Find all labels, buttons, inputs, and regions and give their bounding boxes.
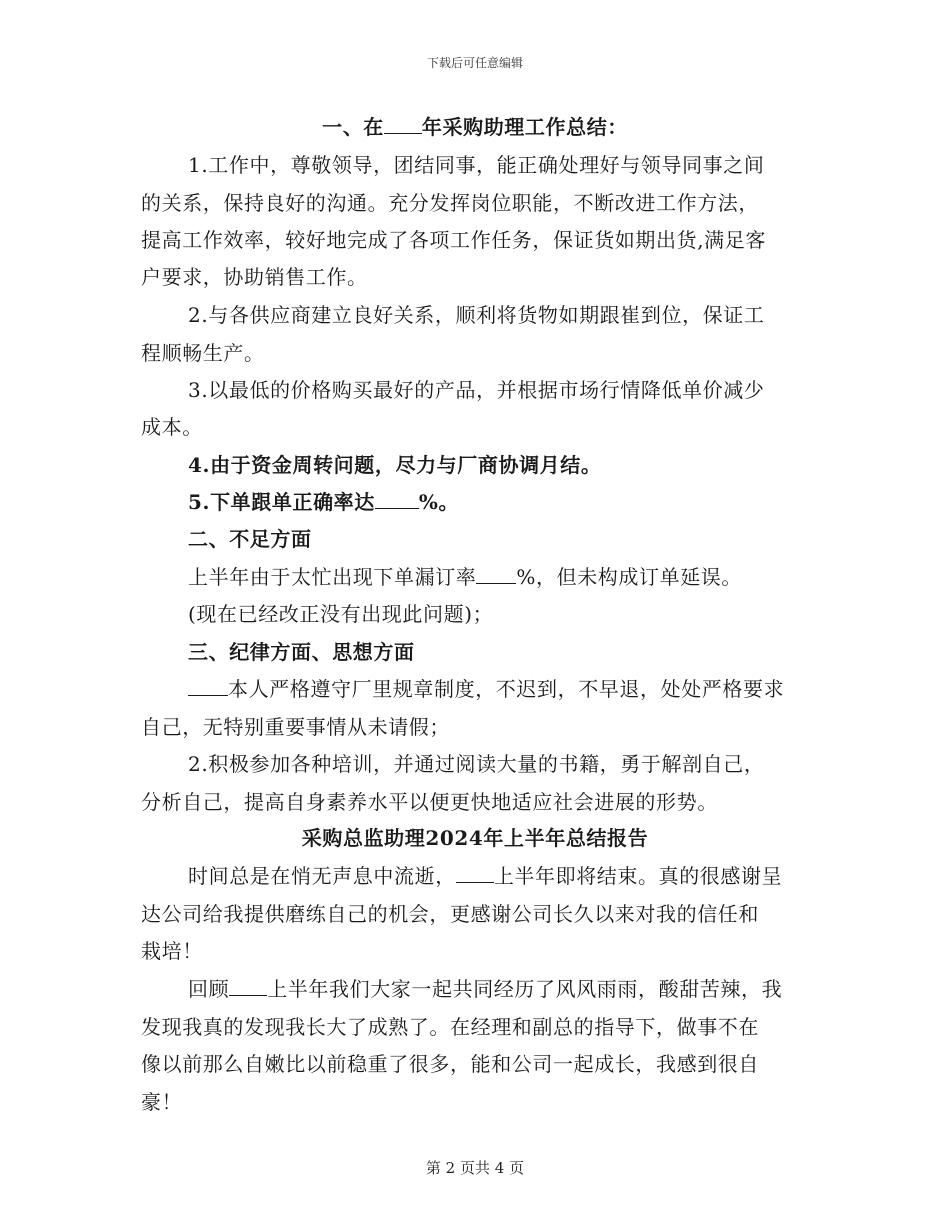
section3-title: 三、纪律方面、思想方面 xyxy=(188,640,415,664)
page-footer: 第 2 页共 4 页 xyxy=(425,1159,525,1177)
paragraph-line: 本人严格遵守厂里规章制度，不迟到，不早退，处处严格要求 xyxy=(188,674,784,704)
paragraph-line: 3.以最低的价格购买最好的产品，并根据市场行情降低单价减少 xyxy=(188,378,765,402)
paragraph-line: 的关系，保持良好的沟通。充分发挥岗位职能，不断改进工作方法， xyxy=(141,191,759,215)
paragraph-line: 成本。 xyxy=(141,415,203,439)
paragraph-line: 时间总是在悄无声息中流逝， 上半年即将结束。真的很感谢呈 xyxy=(188,864,783,888)
paragraph-line: (现在已经改正没有出现此问题)； xyxy=(188,602,494,626)
paragraph-line: 5.下单跟单正确率达 %。 xyxy=(188,490,460,514)
paragraph-line: 发现我真的发现我长大了成熟了。在经理和副总的指导下，做事不在 xyxy=(141,1015,759,1039)
paragraph-line: 栽培！ xyxy=(141,939,203,963)
paragraph-line: 自己，无特别重要事情从未请假； xyxy=(141,715,450,739)
paragraph-line: 户要求，协助销售工作。 xyxy=(141,265,368,289)
report-title: 采购总监助理2024年上半年总结报告 xyxy=(301,826,649,850)
blank-line xyxy=(456,864,494,883)
paragraph-line: 分析自己，提高自身素养水平以便更快地适应社会进展的形势。 xyxy=(141,790,718,814)
blank-line xyxy=(188,677,228,696)
paragraph-line: 程顺畅生产。 xyxy=(141,341,265,365)
paragraph-line: 像以前那么自嫩比以前稳重了很多，能和公司一起成长，我感到很自 xyxy=(141,1052,759,1076)
paragraph-line: 2.与各供应商建立良好关系，顺利将货物如期跟崔到位，保证工 xyxy=(188,303,765,327)
paragraph-line: 2.积极参加各种培训，并通过阅读大量的书籍，勇于解剖自己， xyxy=(188,752,765,776)
paragraph-line: 豪！ xyxy=(141,1090,183,1114)
blank-line xyxy=(375,490,419,509)
blank-line xyxy=(229,977,267,996)
blank-line xyxy=(476,565,516,584)
section2-title: 二、不足方面 xyxy=(188,527,312,551)
paragraph-line: 上半年由于太忙出现下单漏订率 %，但未构成订单延误。 xyxy=(188,565,743,589)
paragraph-line: 提高工作效率，较好地完成了各项工作任务，保证货如期出货,满足客 xyxy=(141,228,766,252)
paragraph-line: 达公司给我提供磨练自己的机会，更感谢公司长久以来对我的信任和 xyxy=(141,902,759,926)
paragraph-line: 回顾 上半年我们大家一起共同经历了风风雨雨，酸甜苦辣，我 xyxy=(188,977,783,1001)
section1-title: 一、在 年采购助理工作总结： xyxy=(322,115,628,139)
page-header: 下载后可任意编辑 xyxy=(426,56,523,70)
paragraph-line: 1.工作中，尊敬领导，团结同事，能正确处理好与领导同事之间 xyxy=(188,153,765,177)
blank-line xyxy=(384,115,422,134)
paragraph-line: 4.由于资金周转问题，尽力与厂商协调月结。 xyxy=(188,453,602,477)
